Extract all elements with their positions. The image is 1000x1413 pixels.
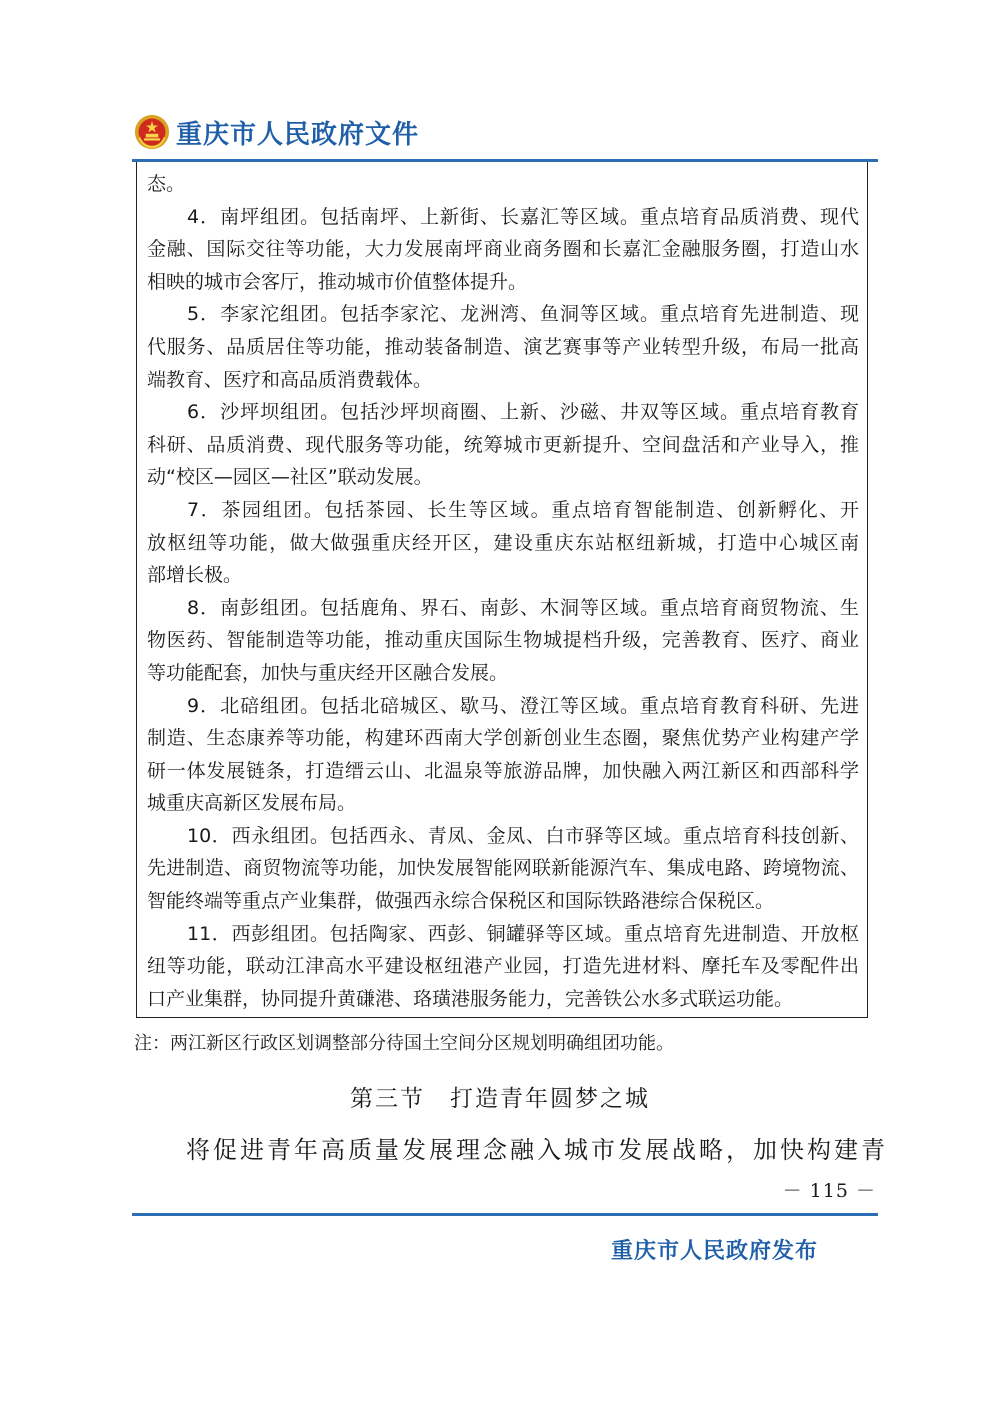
box-text-line: 5．李家沱组团。包括李家沱、龙洲湾、鱼洞等区域。重点培育先进制造、现: [187, 303, 859, 326]
box-text-line: 4．南坪组团。包括南坪、上新街、长嘉汇等区域。重点培育品质消费、现代: [187, 205, 859, 228]
box-text-line: 动“校区—园区—社区”联动发展。: [147, 466, 433, 489]
box-text-line: 8．南彭组团。包括鹿角、界石、南彭、木洞等区域。重点培育商贸物流、生: [187, 596, 859, 619]
publisher-label: 重庆市人民政府发布: [610, 1238, 818, 1264]
box-text-line: 物医药、智能制造等功能，推动重庆国际生物城提档升级，完善教育、医疗、商业: [147, 629, 859, 652]
footnote: 注：两江新区行政区划调整部分待国土空间分区规划明确组团功能。: [134, 1033, 674, 1054]
box-text-line: 城重庆高新区发展布局。: [147, 792, 357, 815]
box-text-line: 制造、生态康养等功能，构建环西南大学创新创业生态圈，聚焦优势产业构建产学: [147, 727, 859, 750]
box-text-line: 7．茶园组团。包括茶园、长生等区域。重点培育智能制造、创新孵化、开: [187, 498, 859, 521]
box-text-line: 研一体发展链条，打造缙云山、北温泉等旅游品牌，加快融入两江新区和西部科学: [147, 759, 859, 782]
box-text-line: 代服务、品质居住等功能，推动装备制造、演艺赛事等产业转型升级，布局一批高: [147, 335, 859, 358]
box-text-line: 10．西永组团。包括西永、青凤、金凤、白市驿等区域。重点培育科技创新、: [187, 824, 859, 847]
body-paragraph: 将促进青年高质量发展理念融入城市发展战略，加快构建青: [186, 1136, 888, 1164]
footer-rule: [132, 1213, 878, 1216]
box-text-line: 科研、品质消费、现代服务等功能，统筹城市更新提升、空间盘活和产业导入，推: [147, 433, 859, 456]
box-text-line: 放枢纽等功能，做大做强重庆经开区，建设重庆东站枢纽新城，打造中心城区南: [147, 531, 859, 554]
box-text-line: 智能终端等重点产业集群，做强西永综合保税区和国际铁路港综合保税区。: [147, 890, 775, 913]
box-text-line: 相映的城市会客厅，推动城市价值整体提升。: [147, 270, 528, 293]
box-text-line: 先进制造、商贸物流等功能，加快发展智能网联新能源汽车、集成电路、跨境物流、: [147, 857, 859, 880]
page-number: － 115 －: [782, 1180, 876, 1202]
box-text-line: 口产业集群，协同提升黄磏港、珞璜港服务能力，完善铁公水多式联运功能。: [147, 987, 794, 1010]
document-title: 重庆市人民政府文件: [176, 119, 420, 150]
box-text-line: 金融、国际交往等功能，大力发展南坪商业商务圈和长嘉汇金融服务圈，打造山水: [147, 238, 859, 261]
box-text-line: 部增长极。: [147, 564, 243, 587]
box-text-line: 9．北碚组团。包括北碚城区、歇马、澄江等区域。重点培育教育科研、先进: [187, 694, 859, 717]
box-text-line: 端教育、医疗和高品质消费载体。: [147, 368, 433, 391]
box-text-line: 等功能配套，加快与重庆经开区融合发展。: [147, 661, 509, 684]
national-emblem-icon: [134, 114, 170, 150]
section-title: 第三节 打造青年圆梦之城: [350, 1086, 650, 1112]
box-text-line: 11．西彭组团。包括陶家、西彭、铜罐驿等区域。重点培育先进制造、开放枢: [187, 922, 859, 945]
box-text-line: 纽等功能，联动江津高水平建设枢纽港产业园，打造先进材料、摩托车及零配件出: [147, 955, 859, 978]
box-text-line: 6．沙坪坝组团。包括沙坪坝商圈、上新、沙磁、井双等区域。重点培育教育: [187, 401, 859, 424]
content-box: [136, 162, 868, 1018]
box-text-line: 态。: [147, 173, 186, 195]
document-header: [134, 108, 419, 156]
